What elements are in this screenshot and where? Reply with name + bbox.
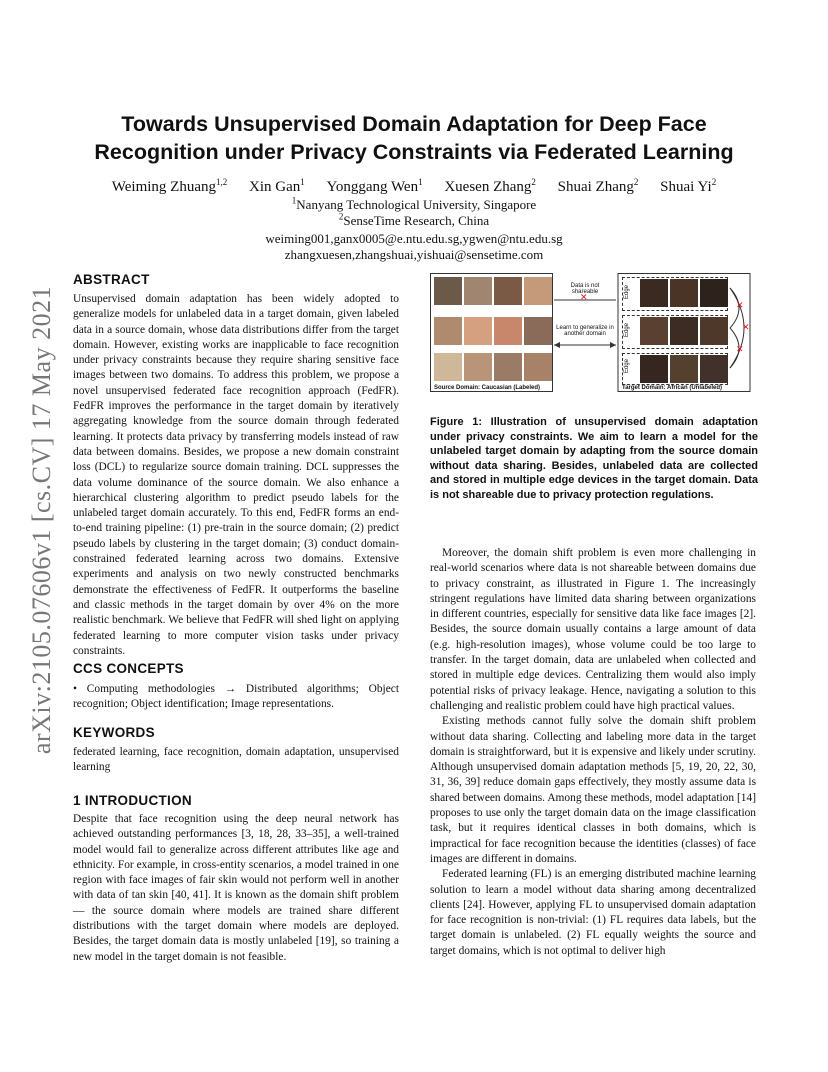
target-domain-label: Target Domain: African (Unlabeled)	[622, 385, 723, 391]
face-image	[640, 317, 668, 345]
face-image	[640, 279, 668, 307]
face-image	[494, 277, 522, 305]
introduction-text: Despite that face recognition using the deep neural network has achieved outstanding performances [3, 18, 28, 33–35], a well-trained model would fail to generalize across different attributes like age and ethnicity. For example, in cross-entity scenarios, a model trained in one region with face images of fair skin would not perform well in another with data of tan skin [40, 41]. It is known as the domain shift problem — the source domain where models are trained share different distributions with the target domain where models are deployed. Besides, the target domain data is mostly unlabeled [19], so training a new model in the target domain is not feasible.	[73, 813, 399, 963]
arxiv-side-label: arXiv:2105.07606v1 [cs.CV] 17 May 2021	[27, 285, 56, 755]
cross-icon: ✕	[736, 345, 744, 355]
face-image	[524, 277, 552, 305]
ccs-heading: CCS CONCEPTS	[73, 661, 184, 676]
face-image	[640, 355, 668, 383]
author: Xin Gan$^1$	[248, 177, 305, 195]
figure-1-caption: Figure 1: Illustration of unsupervised domain adaptation under privacy constraints. We aim to learn a model for the unlabeled target domain by adapting from the source domain without data sharing. Besides, unlabeled data are collected and stored in multiple edge devices in the target domain. Data is not shareable due to privacy protection regulations.	[430, 416, 758, 501]
author: Weiming Zhuang$^{1,2}$	[111, 177, 228, 195]
email-line-2: zhangxuesen,zhangshuai,yishuai@sensetime.com	[284, 247, 544, 262]
face-image	[700, 317, 728, 345]
learn-generalize-note: Learn to generalize in another domain	[556, 325, 614, 337]
author-list	[60, 178, 768, 196]
author: Shuai Yi$^2$	[660, 177, 717, 195]
paper-title	[60, 110, 768, 166]
face-image	[700, 355, 728, 383]
cross-icon: ✕	[742, 323, 750, 333]
face-image	[524, 317, 552, 345]
face-image	[464, 353, 492, 381]
face-image	[464, 317, 492, 345]
ccs-text: • Computing methodologies → Distributed algorithms; Object recognition; Object identification; Image representations.	[73, 683, 399, 711]
keywords-text: federated learning, face recognition, domain adaptation, unsupervised learning	[73, 746, 399, 774]
author: Xuesen Zhang$^2$	[444, 177, 536, 195]
not-shareable-note: Data is not shareable	[570, 283, 600, 295]
cross-icon: ✕	[580, 293, 588, 303]
face-image	[434, 353, 462, 381]
face-image	[434, 277, 462, 305]
face-image	[670, 317, 698, 345]
edge-label: Edge	[624, 284, 631, 300]
introduction-heading: 1 INTRODUCTION	[73, 793, 192, 808]
cross-icon: ✕	[736, 301, 744, 311]
paragraph: Existing methods cannot fully solve the domain shift problem without data sharing. Collecting and labeling more data in the target domain is straightforward, but it is expensive and likely under scrutiny. Although unsupervised domain adaptation methods [5, 19, 20, 22, 30, 31, 36, 39] reduce domain gaps effectively, they mostly assume data is shared between domains. Among these methods, model adaptation [14] proposes to use only the target domain data on the image classification task, but it requires identical classes in both domains, which is impractical for face recognition because the identities (classes) of face images are different in domains.	[430, 715, 756, 865]
affiliation-1: $^1$Nanyang Technological University, Singapore	[291, 195, 537, 212]
face-image	[524, 353, 552, 381]
paragraph: Federated learning (FL) is an emerging distributed machine learning solution to learn a model without data sharing among decentralized clients [24]. However, applying FL to unsupervised domain adaptation for face recognition is non-trivial: (1) FL requires data labels, but the target domain is unlabeled. (2) FL equally weights the source and target domains, which is not optimal to deliver high	[430, 868, 756, 957]
face-image	[670, 279, 698, 307]
author: Shuai Zhang$^2$	[557, 177, 639, 195]
face-image	[700, 279, 728, 307]
face-image	[434, 317, 462, 345]
affiliation-2: $^2$SenseTime Research, China	[338, 211, 490, 228]
author: Yonggang Wen$^1$	[326, 177, 423, 195]
face-image	[670, 355, 698, 383]
edge-label: Edge	[624, 358, 631, 374]
source-domain-label: Source Domain: Caucasian (Labeled)	[434, 385, 541, 391]
face-image	[464, 277, 492, 305]
figure-1	[430, 273, 760, 401]
paragraph: Moreover, the domain shift problem is even more challenging in real-world scenarios where data is not shareable between domains due to privacy constraint, as illustrated in Figure 1. The increasingly stringent regulations have limited data sharing between organizations in different countries, especially for sensitive data like face images [2]. Besides, the source domain usually contains a large amount of data (e.g. high-resolution images), whose volume could be too large to transfer. In the target domain, data are unlabeled when collected and stored in multiple edge devices. Centralizing them would also imply potential risks of privacy leakage. Hence, navigating a solution to this challenging and realistic problem could have high practical values.	[430, 547, 756, 712]
title-line-2: Recognition under Privacy Constraints via Federated Learning	[94, 140, 734, 164]
abstract-heading: ABSTRACT	[73, 272, 150, 287]
email-line-1: weiming001,ganx0005@e.ntu.edu.sg,ygwen@ntu.edu.sg	[265, 231, 563, 246]
edge-label: Edge	[624, 322, 631, 338]
title-line-1: Towards Unsupervised Domain Adaptation for Deep Face	[121, 112, 707, 136]
face-image	[494, 353, 522, 381]
right-column-text	[430, 546, 756, 959]
keywords-heading: KEYWORDS	[73, 725, 155, 740]
abstract-text: Unsupervised domain adaptation has been widely adopted to generalize models for unlabeled data in a target domain, given labeled data in a source domain, whose data distributions differ from the target domain. However, existing works are inapplicable to face recognition under privacy constraints because they require sharing sensitive face images between two domains. To address this problem, we propose a novel unsupervised federated face recognition approach (FedFR). FedFR improves the performance in the target domain by iteratively aggregating knowledge from the source domain through federated learning. It protects data privacy by transferring models instead of raw data between domains. Besides, we propose a new domain constraint loss (DCL) to regularize source domain training. DCL suppresses the data volume dominance of the source domain. We also enhance a hierarchical clustering algorithm to predict pseudo labels for the unlabeled target domain accurately. To this end, FedFR forms an end-to-end training pipeline: (1) pre-train in the source domain; (2) predict pseudo labels by clustering in the target domain; (3) conduct domain-constrained federated learning across two domains. Extensive experiments and analysis on two newly constructed benchmarks demonstrate the effectiveness of FedFR. It outperforms the baseline and classic methods in the target domain by over 4% on the more realistic benchmark. We believe that FedFR will shed light on applying federated learning to more computer vision tasks under privacy constraints.	[73, 293, 399, 657]
face-image	[494, 317, 522, 345]
